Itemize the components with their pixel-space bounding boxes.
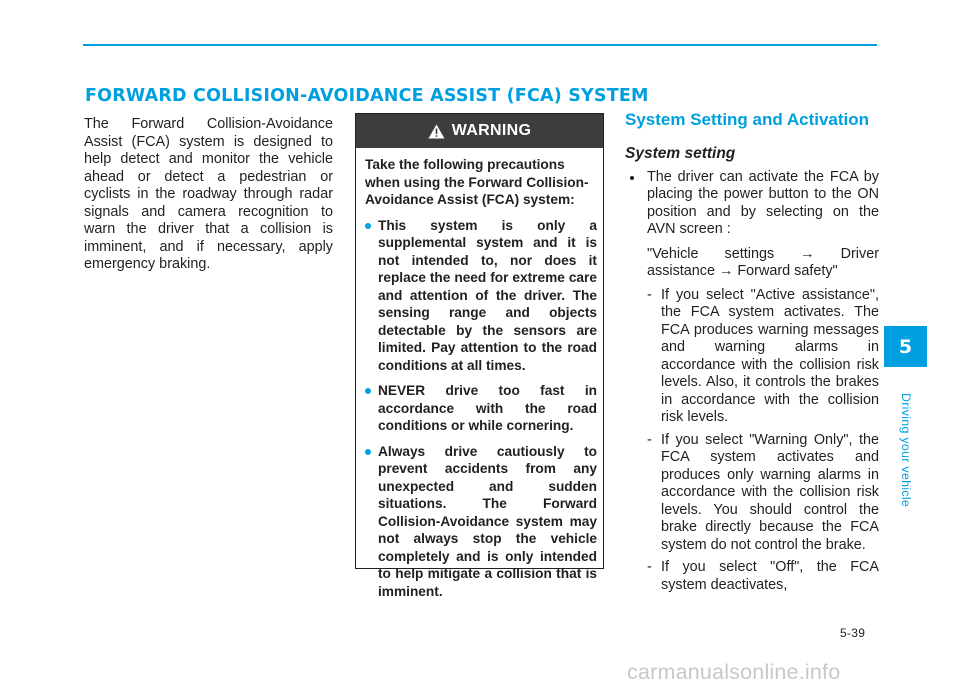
system-setting-column <box>625 110 879 599</box>
top-rule <box>83 44 877 46</box>
option-item: - If you select "Off", the FCA system deactivates, <box>647 559 879 593</box>
watermark: carmanualsonline.info <box>627 660 841 684</box>
chapter-label: Driving your vehicle <box>899 393 913 508</box>
bullet-dot-icon <box>630 176 634 180</box>
menu-path: "Vehicle settings → Driver assistance → Forward safety" <box>647 245 879 279</box>
warning-label: WARNING <box>451 122 532 139</box>
bullet-dot-icon <box>365 223 371 229</box>
bullet-dot-icon <box>365 388 371 394</box>
warning-item: This system is only a supplemental system and it is not intended to, nor does it replace the need for extreme care and attention of the driver. The sensing range and objects detectable by the sensors are limited. Pay attention to the road conditions at all times. <box>365 217 597 375</box>
page-number: 5-39 <box>840 626 866 640</box>
subsection-title: System Setting and Activation <box>625 110 870 129</box>
warning-triangle-icon <box>428 124 445 139</box>
bullet-dot-icon <box>365 449 371 455</box>
warning-item: Always drive cautiously to prevent accidents from any unexpected and sudden situations. The Forward Collision-Avoidance system may not always stop the vehicle completely and is only intended to help mitigate a collision that is imminent. <box>365 443 597 601</box>
option-item: - If you select "Warning Only", the FCA system activates and produces only warning alarms in accordance with the collision risk levels. You should control the brake directly because the FCA system do not control the brake. <box>647 431 879 553</box>
warning-intro: Take the following precautions when using the Forward Collision-Avoidance Assist (FCA) system: <box>365 157 589 207</box>
intro-paragraph: The Forward Collision-Avoidance Assist (FCA) system is designed to help detect and monitor the vehicle ahead or detect a pedestrian or cyclists in the roadway through radar signals and camera recognition to warn the driver that a collision is imminent, and if necessary, apply emergency braking. <box>84 116 333 272</box>
warning-header <box>356 114 603 148</box>
warning-item: NEVER drive too fast in accordance with the road conditions or while cornering. <box>365 382 597 435</box>
section-title: FORWARD COLLISION-AVOIDANCE ASSIST (FCA) SYSTEM <box>85 86 649 106</box>
subsection-subtitle: System setting <box>625 145 736 162</box>
setting-bullet: The driver can activate the FCA by placing the power button to the ON position and by selecting on the AVN screen : <box>625 169 879 239</box>
option-item: - If you select "Active assistance", the FCA system activates. The FCA produces warning messages and warning alarms in accordance with the collision risk levels. Also, it controls the brakes in accordance with the collision risk levels. <box>647 286 879 425</box>
warning-box <box>355 113 604 599</box>
chapter-tab: 5 <box>884 326 927 367</box>
